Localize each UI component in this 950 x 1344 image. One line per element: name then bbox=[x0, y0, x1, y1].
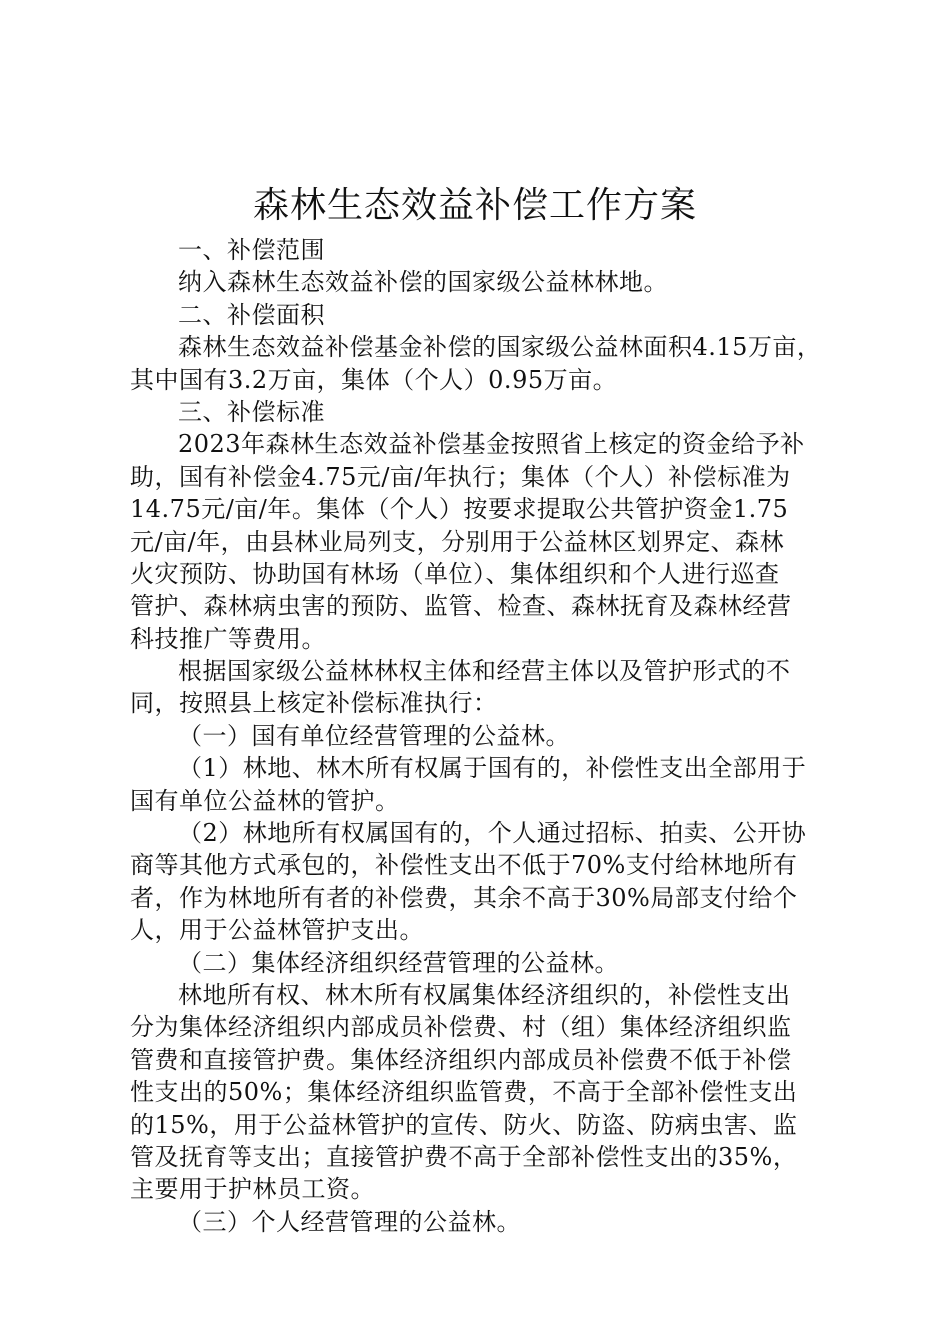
text-line: 三、补偿标准 bbox=[178, 397, 325, 426]
text-line: 一、补偿范围 bbox=[178, 236, 325, 264]
text-line: 分为集体经济组织内部成员补偿费、村（组）集体经济组织监 bbox=[130, 1013, 792, 1042]
text-line: （一）国有单位经营管理的公益林。 bbox=[178, 721, 570, 750]
text-line: 其中国有3.2万亩，集体（个人）0.95万亩。 bbox=[130, 365, 618, 394]
text-line: 二、补偿面积 bbox=[178, 300, 325, 329]
text-line: 根据国家级公益林林权主体和经营主体以及管护形式的不 bbox=[178, 657, 791, 686]
text-line: 主要用于护林员工资。 bbox=[130, 1175, 375, 1204]
text-line: （2）林地所有权属国有的，个人通过招标、拍卖、公开协 bbox=[178, 819, 807, 848]
page-title: 森林生态效益补偿工作方案 bbox=[252, 185, 697, 226]
text-line: 纳入森林生态效益补偿的国家级公益林林地。 bbox=[178, 268, 668, 297]
text-line: 性支出的50%；集体经济组织监管费，不高于全部补偿性支出 bbox=[130, 1078, 798, 1107]
text-line: 元/亩/年，由县林业局列支，分别用于公益林区划界定、森林 bbox=[130, 527, 785, 556]
text-line: 人，用于公益林管护支出。 bbox=[130, 916, 424, 945]
text-line: 同，按照县上核定补偿标准执行： bbox=[130, 689, 498, 718]
text-line: 国有单位公益林的管护。 bbox=[130, 786, 400, 815]
text-line: 管费和直接管护费。集体经济组织内部成员补偿费不低于补偿 bbox=[130, 1045, 792, 1074]
text-line: 2023年森林生态效益补偿基金按照省上核定的资金给予补 bbox=[178, 430, 805, 459]
text-line: 科技推广等费用。 bbox=[130, 624, 326, 653]
text-line: （三）个人经营管理的公益林。 bbox=[178, 1207, 521, 1236]
text-line: 管护、森林病虫害的预防、监管、检查、森林抚育及森林经营 bbox=[130, 592, 792, 621]
text-line: 管及抚育等支出；直接管护费不高于全部补偿性支出的35%， bbox=[130, 1142, 798, 1171]
text-line: 林地所有权、林木所有权属集体经济组织的，补偿性支出 bbox=[178, 980, 791, 1009]
text-line: 的15%，用于公益林管护的宣传、防火、防盗、防病虫害、监 bbox=[130, 1110, 798, 1139]
text-line: 助，国有补偿金4.75元/亩/年执行；集体（个人）补偿标准为 bbox=[130, 462, 791, 491]
text-line: 14.75元/亩/年。集体（个人）按要求提取公共管护资金1.75 bbox=[130, 495, 789, 524]
text-line: （二）集体经济组织经营管理的公益林。 bbox=[178, 948, 619, 977]
document-body bbox=[130, 234, 835, 1238]
text-line: 火灾预防、协助国有林场（单位）、集体组织和个人进行巡查 bbox=[130, 559, 780, 588]
text-line: （1）林地、林木所有权属于国有的，补偿性支出全部用于 bbox=[178, 754, 807, 783]
text-line: 商等其他方式承包的，补偿性支出不低于70%支付给林地所有 bbox=[130, 851, 798, 880]
text-line: 森林生态效益补偿基金补偿的国家级公益林面积4.15万亩， bbox=[178, 333, 822, 362]
text-line: 者，作为林地所有者的补偿费，其余不高于30%局部支付给个 bbox=[130, 883, 798, 912]
